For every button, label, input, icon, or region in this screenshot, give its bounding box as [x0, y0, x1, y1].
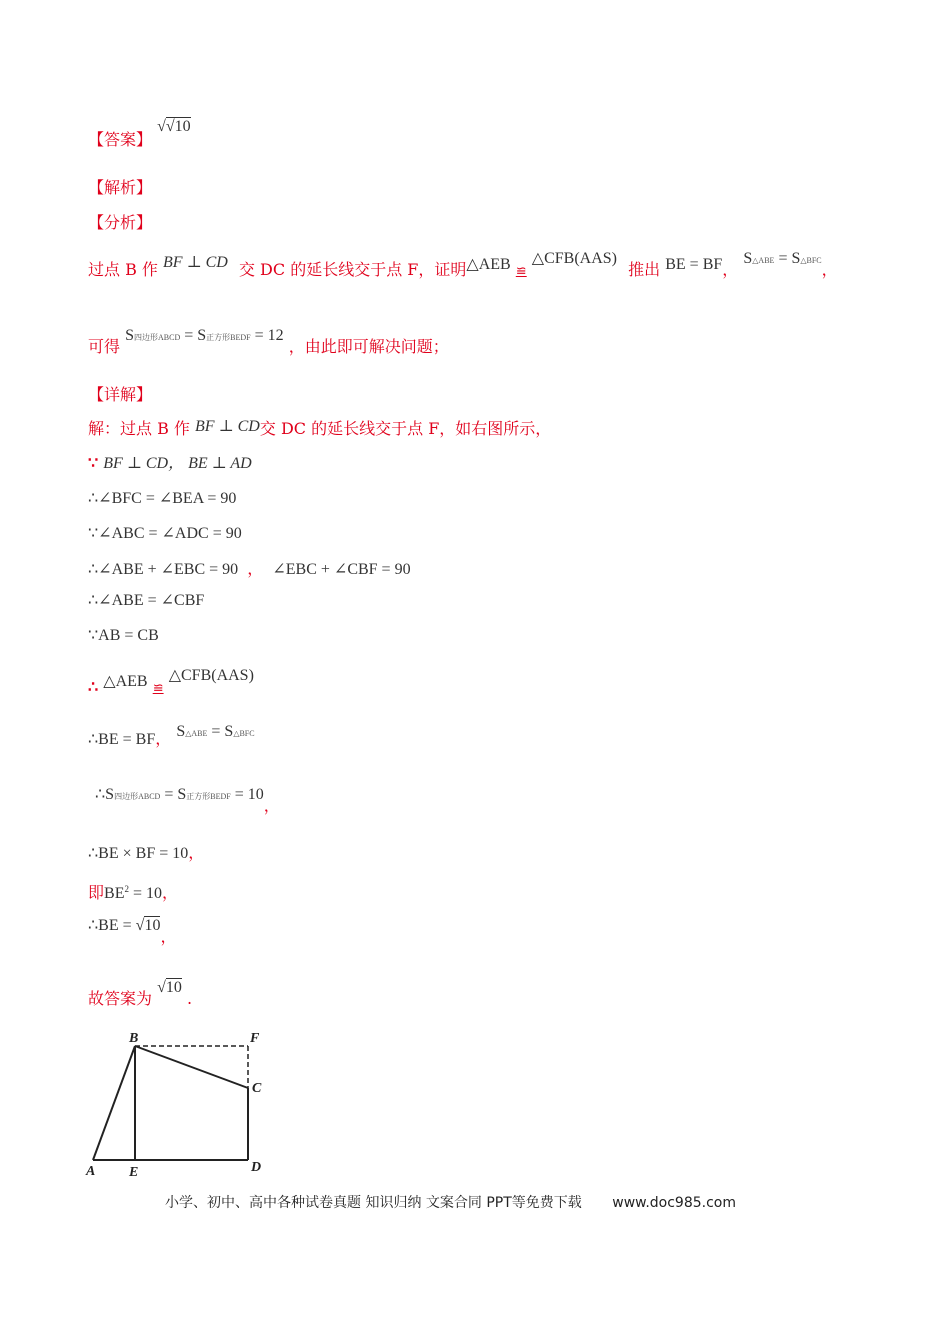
label-a: A: [86, 1164, 96, 1179]
answer-value: √√10: [157, 118, 191, 135]
answer-line: [88, 118, 191, 151]
detail-line-1: 解：过点 B 作 BF ⊥ CD交 DC 的延长线交于点 F，如右图所示，: [88, 418, 552, 438]
label-c: C: [252, 1081, 262, 1096]
label-f: F: [250, 1031, 260, 1046]
detail-line-9: ∴BE = BF， S△ABE = S△BFC: [88, 723, 255, 748]
page-footer: [165, 1192, 736, 1212]
detail-line-6: ∴∠ABE = ∠CBF: [88, 592, 205, 609]
detail-line-5: ∴∠ABE + ∠EBC = 90 ， ∠EBC + ∠CBF = 90: [88, 559, 411, 578]
segment-ab: [93, 1046, 135, 1160]
detail-line-8: ∴ △AEB ≌ △CFB(AAS): [88, 667, 254, 696]
label-e: E: [129, 1165, 139, 1180]
detail-line-12: 即$BE^2 = 10$，: [88, 883, 179, 902]
label-b: B: [129, 1031, 139, 1046]
analysis-line-2: 可得 S四边形ABCD = S正方形BEDF = 12 ，由此即可解决问题；: [88, 327, 449, 356]
detail-line-13: ∴BE = √10，: [88, 917, 177, 946]
detail-line-4: ∵∠ABC = ∠ADC = 90: [88, 525, 242, 542]
analysis-line-1: 过点 B 作 BF ⊥ CD 交 DC 的延长线交于点 F，证明△AEB ≌ △CFB(AAS) 推出 BE = BF， S△ABE = S△BFC，: [88, 250, 838, 279]
detail-line-10: ∴S四边形ABCD = S正方形BEDF = 10，: [95, 786, 280, 815]
analysis-label: 【解析】: [88, 178, 153, 197]
detail-line-3: ∴∠BFC = ∠BEA = 90: [88, 490, 237, 507]
detail-line-7: ∵AB = CB: [88, 627, 159, 644]
detail-label: 【详解】: [88, 385, 153, 404]
footer-text: 小学、初中、高中各种试卷真题 知识归纳 文案合同 PPT等免费下载: [165, 1195, 582, 1211]
detail-line-14: 故答案为 √10 .: [88, 979, 193, 1008]
detail-line-2: ∵ BF ⊥ CD， BE ⊥ AD: [88, 453, 252, 472]
label-d: D: [251, 1160, 262, 1175]
segment-bc: [135, 1046, 248, 1088]
footer-url[interactable]: www.doc985.com: [612, 1195, 736, 1211]
analysis-sub-label: 【分析】: [88, 213, 153, 232]
geometry-figure: [80, 1025, 280, 1185]
answer-label: 【答案】: [88, 130, 153, 149]
detail-line-11: ∴BE × BF = 10，: [88, 843, 205, 862]
